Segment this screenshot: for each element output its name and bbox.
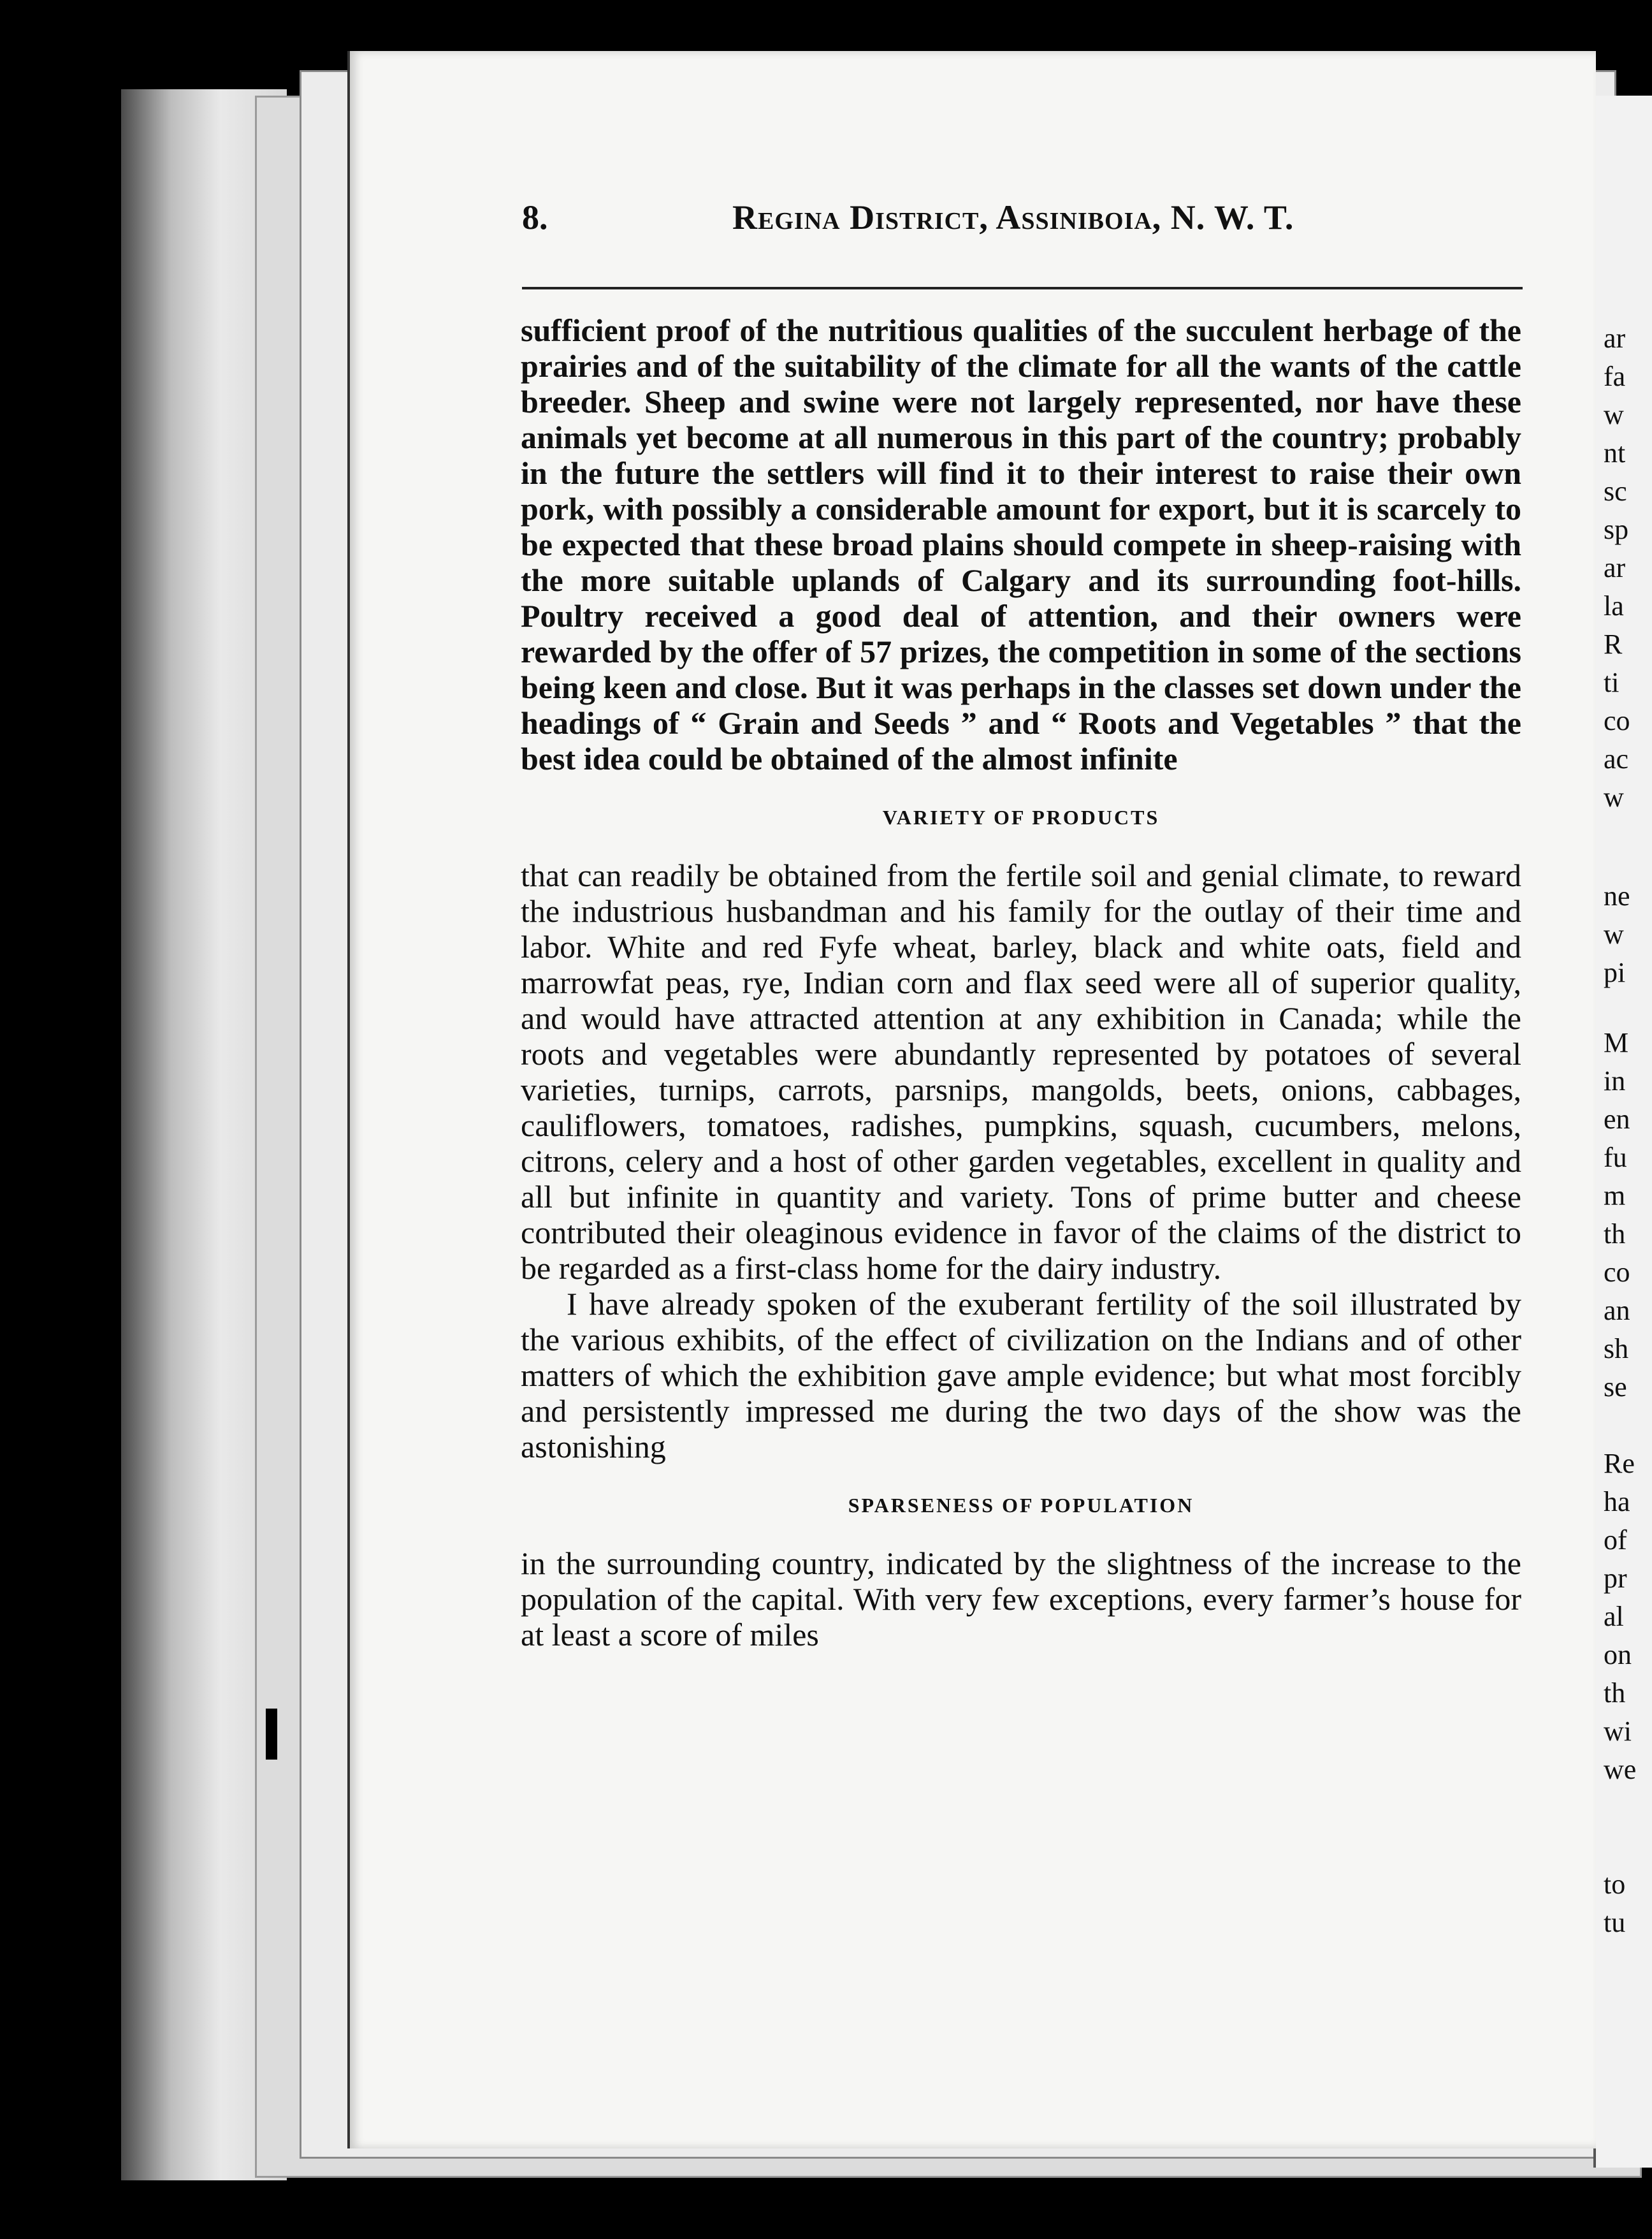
- facing-page-text-fragment: sh: [1604, 1333, 1629, 1364]
- facing-page-text-fragment: m: [1604, 1180, 1626, 1211]
- facing-page-text-fragment: w: [1604, 782, 1624, 813]
- page-header: [522, 198, 1478, 255]
- facing-page-text-fragment: la: [1604, 590, 1624, 622]
- facing-page-text-fragment: tu: [1604, 1907, 1626, 1938]
- facing-page-text-fragment: Re: [1604, 1448, 1635, 1479]
- facing-page-text-fragment: on: [1604, 1639, 1632, 1670]
- book-page: [347, 51, 1596, 2148]
- facing-page-text-fragment: ne: [1604, 880, 1630, 912]
- facing-page-text-fragment: pr: [1604, 1563, 1627, 1594]
- facing-page-text-fragment: ha: [1604, 1486, 1630, 1517]
- facing-page-text-fragment: ti: [1604, 667, 1619, 698]
- paragraph-4: in the surrounding country, indicated by the slightness of the increase to the population of the capital. With very few exceptions, every farmer’s house for at least a score of miles: [521, 1545, 1521, 1652]
- facing-page-text-fragment: we: [1604, 1754, 1637, 1785]
- facing-page-text-fragment: co: [1604, 1257, 1630, 1288]
- facing-page-text-fragment: fu: [1604, 1142, 1627, 1173]
- facing-page-text-fragment: pi: [1604, 957, 1626, 988]
- facing-page-text-fragment: of: [1604, 1524, 1627, 1556]
- facing-page-edge: [1593, 96, 1652, 2168]
- header-rule: [522, 287, 1523, 289]
- facing-page-text-fragment: fa: [1604, 361, 1626, 392]
- facing-page-text-fragment: ac: [1604, 743, 1629, 775]
- running-title: Regina District, Assiniboia, N. W. T.: [732, 198, 1294, 237]
- paragraph-3: I have already spoken of the exuberant fertility of the soil illustrated by the various exhibits, of the effect of civilization on the Indians and of other matters of which the exhibition gave ample evidence; but what most forcibly and persistently impressed me during the two days of the show was the astonishing: [521, 1286, 1521, 1464]
- section-heading-sparseness: SPARSENESS OF POPULATION: [848, 1494, 1194, 1517]
- facing-page-text-fragment: M: [1604, 1027, 1629, 1058]
- facing-page-text-fragment: an: [1604, 1295, 1630, 1326]
- facing-page-text-fragment: sp: [1604, 514, 1629, 545]
- facing-page-text-fragment: se: [1604, 1371, 1627, 1403]
- page-body: [521, 312, 1521, 1652]
- facing-page-text-fragment: to: [1604, 1869, 1626, 1900]
- binding-mark: [266, 1709, 277, 1760]
- facing-page-text-fragment: co: [1604, 705, 1630, 736]
- facing-page-text-fragment: al: [1604, 1601, 1624, 1632]
- paragraph-2: that can readily be obtained from the fertile soil and genial climate, to reward the industrious husbandman and his family for the outlay of their time and labor. White and red Fyfe wheat, barley, black and white oats, field and marrowfat peas, rye, Indian corn and flax seed were all of superior quality, and would have attracted attention at any exhibition in Canada; while the roots and vegetables were abundantly represented by potatoes of several varieties, turnips, carrots, parsnips, mangolds, beets, onions, cabbages, cauliflowers, tomatoes, radishes, pumpkins, squash, cucumbers, melons, citrons, celery and a host of other garden vegetables, excellent in quality and all but infinite in quantity and variety. Tons of prime butter and cheese contributed their oleaginous evidence in favor of the claims of the district to be regarded as a first-class home for the dairy industry.: [521, 857, 1521, 1286]
- facing-page-text-fragment: nt: [1604, 437, 1626, 469]
- paragraph-1: sufficient proof of the nutritious qualities of the succulent herbage of the prairies and of the suitability of the climate for all the wants of the cattle breeder. Sheep and swine were not largely represented, nor have these animals yet become at all numerous in this part of the country; probably in the future the settlers will find it to their interest to raise their own pork, with possibly a considerable amount for export, but it is scarcely to be expected that these broad plains should compete in sheep-raising with the more suitable uplands of Calgary and its surrounding foot-hills. Poultry received a good deal of attention, and their owners were rewarded by the offer of 57 prizes, the competition in some of the sections being keen and close. But it was perhaps in the classes set down under the headings of “ Grain and Seeds ” and “ Roots and Vegetables ” that the best idea could be obtained of the almost infinite: [521, 312, 1521, 777]
- section-heading-variety: VARIETY OF PRODUCTS: [882, 806, 1160, 829]
- facing-page-text-fragment: th: [1604, 1218, 1626, 1250]
- facing-page-text-fragment: en: [1604, 1104, 1630, 1135]
- facing-page-text-fragment: R: [1604, 629, 1623, 660]
- facing-page-text-fragment: w: [1604, 399, 1624, 430]
- facing-page-text-fragment: wi: [1604, 1716, 1632, 1747]
- page-number: 8.: [522, 198, 548, 237]
- facing-page-text-fragment: th: [1604, 1677, 1626, 1709]
- facing-page-text-fragment: sc: [1604, 476, 1627, 507]
- facing-page-text-fragment: in: [1604, 1065, 1626, 1097]
- facing-page-text-fragment: ar: [1604, 552, 1626, 583]
- facing-page-text-fragment: w: [1604, 919, 1624, 950]
- facing-page-text-fragment: ar: [1604, 323, 1626, 354]
